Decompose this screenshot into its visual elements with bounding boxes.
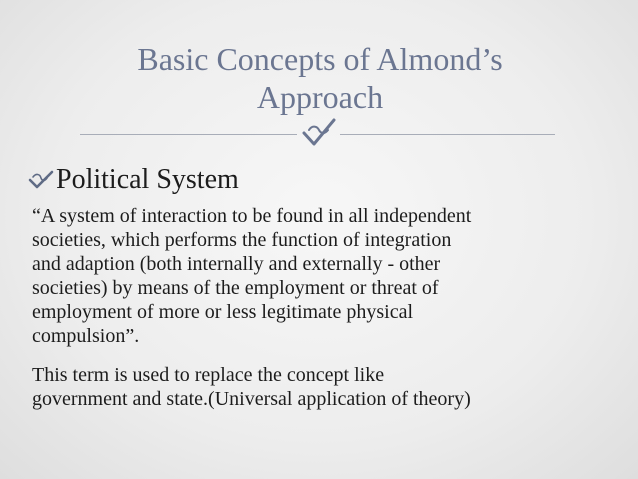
title-rule-right	[340, 134, 555, 135]
quote-line: societies) by means of the employment or threat of	[32, 277, 439, 299]
bullet-heading	[28, 164, 239, 196]
quote-line: employment of more or less legitimate physical	[32, 301, 414, 323]
title-line-1: Basic Concepts of Almond’s	[137, 41, 503, 77]
quote-line: and adaption (both internally and externally - other	[32, 253, 441, 275]
check-flourish-icon	[300, 116, 338, 150]
check-flourish-bullet-icon	[28, 169, 54, 191]
heading-text: Political System	[56, 164, 239, 195]
definition-quote	[32, 204, 612, 348]
quote-line: societies, which performs the function of integration	[32, 229, 452, 251]
quote-line: “A system of interaction to be found in all independent	[32, 205, 472, 227]
quote-line: compulsion”.	[32, 325, 140, 347]
note-line: government and state.(Universal application of theory)	[32, 388, 471, 410]
usage-note	[32, 363, 612, 411]
slide-title	[80, 40, 560, 116]
title-rule-left	[80, 134, 297, 135]
note-line: This term is used to replace the concept like	[32, 364, 385, 386]
title-line-2: Approach	[256, 79, 384, 115]
